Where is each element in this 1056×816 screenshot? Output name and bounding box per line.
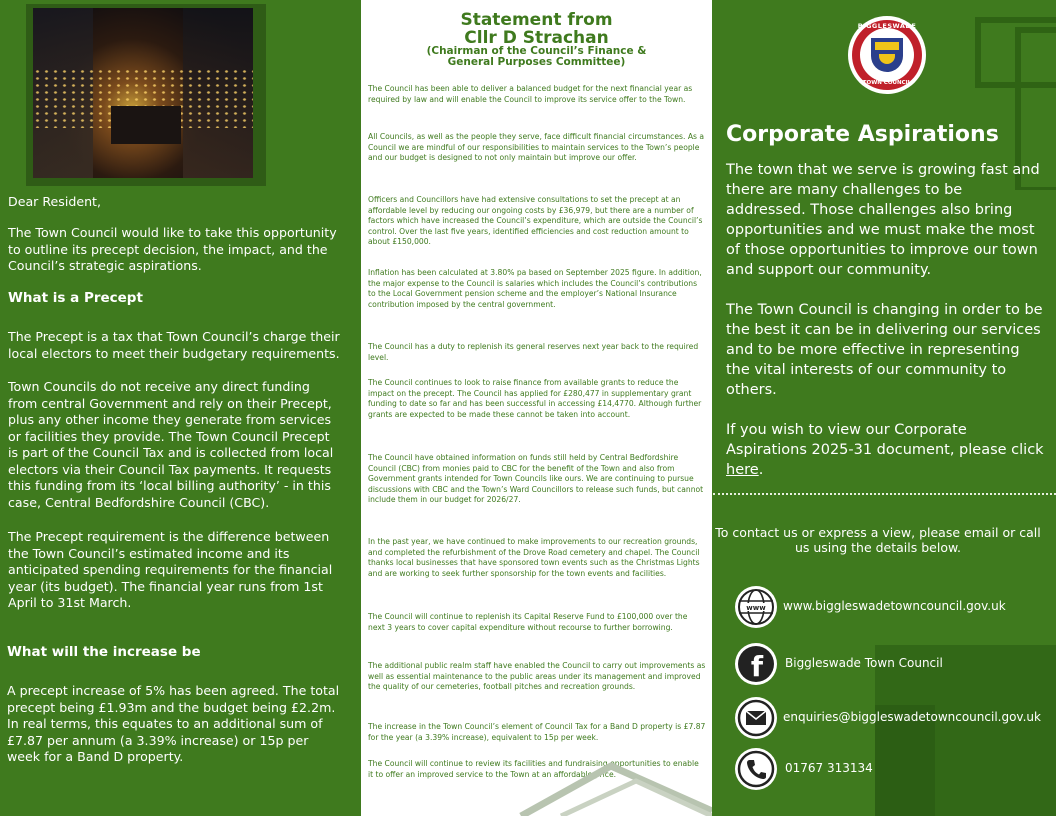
increase-paragraph: A precept increase of 5% has been agreed. The total precept being £1.93m and the budget being £2.2m. In real terms, this equates to an additional sum of £7.87 per annum (a 3.39% increase) or 15p per week for a Band D property. [7, 683, 340, 764]
logo-text-top: BIGGLESWADE [857, 22, 917, 30]
period: . [758, 462, 764, 478]
statement-subtitle-line2: General Purposes Committee) [447, 56, 626, 68]
biggleswade-logo [848, 16, 926, 94]
heading-what-is-precept: What is a Precept [8, 290, 143, 306]
christmas-lights-photo [33, 8, 253, 178]
statement-paragraph: The Council continues to look to raise finance from available grants to reduce the impact on the precept. The Council has applied for £280,477 in supplementary grant funding to date so far and has been successful in accessing £14,4770. Although further grants are expected to be made these cannot be taken into account. [368, 378, 702, 419]
here-link[interactable]: here [726, 462, 759, 478]
svg-text:www: www [746, 604, 766, 612]
facebook-icon [735, 643, 777, 685]
www-globe-icon [735, 586, 777, 628]
logo-text-bottom: TOWN COUNCIL [862, 80, 912, 86]
statement-title-line1: Statement from [460, 10, 613, 30]
corporate-aspirations-heading: Corporate Aspirations [726, 122, 999, 147]
statement-paragraph: The Council has been able to deliver a balanced budget for the next financial year as required by law and will enable the Council to improve its service offer to the Town. [368, 84, 693, 104]
left-panel [0, 0, 360, 816]
precept-paragraph-1: The Precept is a tax that Town Council’s charge their local electors to meet their budgetary requirements. [8, 329, 340, 361]
aspirations-paragraph-1: The town that we serve is growing fast and there are many challenges to be addressed. Those challenges also bring opportunities and we must make the most of those opportunities to improve our town and support our community. [726, 162, 1040, 278]
statement-paragraph: The increase in the Town Council’s element of Council Tax for a Band D property is £7.87 for the year (a 3.39% increase), equivalent to 15p per week. [368, 722, 706, 742]
heading-increase: What will the increase be [7, 644, 201, 660]
statement-paragraph: Officers and Councillors have had extensive consultations to set the precept at an affordable level by reducing our ongoing costs by £36,979, but there are a number of factors which have increased the Council’s expenditure, which are outside the Council’s control. Over the last five years, identified efficiencies and cost reduction amount to about £150,000. [368, 195, 703, 247]
divider [713, 493, 1056, 495]
phone-text[interactable]: 01767 313134 [785, 761, 873, 775]
decorative-lines [361, 756, 712, 816]
statement-subtitle-line1: (Chairman of the Council’s Finance & [426, 45, 647, 57]
facebook-text[interactable]: Biggleswade Town Council [785, 656, 943, 670]
precept-paragraph-2: Town Councils do not receive any direct funding from central Government and rely on their Precept, plus any other income they generate from services or facilities they provide. The Town Council Precept is part of the Council Tax and is collected from local electors via their Council Tax payments. It requests this funding from its ‘local billing authority’ - in this case, Central Bedfordshire Council (CBC). [8, 379, 334, 510]
statement-paragraph: The Council have obtained information on funds still held by Central Bedfordshire Council (CBC) from monies paid to CBC for the benefit of the Town and also from Government grants intended for Town Councils like ours. We are continuing to pursue discussions with CBC and the Town’s Ward Councillors to release such funds, but cannot include them in our budget for 2026/27. [368, 453, 704, 505]
contact-intro: To contact us or express a view, please email or call us using the details below. [715, 525, 1041, 555]
phone-icon [735, 748, 777, 790]
statement-panel [361, 0, 712, 816]
right-panel [713, 0, 1056, 816]
statement-paragraph: The additional public realm staff have enabled the Council to carry out improvements as well as essential maintenance to the public areas under its management and improved the quality of our cemeteries, football pitches and recreation grounds. [368, 661, 706, 692]
aspirations-paragraph-2: The Town Council is changing in order to be the best it can be in delivering our services and to be more effective in representing the vital interests of our community to others. [726, 302, 1043, 398]
statement-paragraph: In the past year, we have continued to make improvements to our recreation grounds, and completed the refurbishment of the Drove Road cemetery and chapel. The Council thanks local businesses that have sponsored town events such as the Christmas Lights and are working to seek further sponsorship for the town events and facilities. [368, 537, 700, 578]
svg-text:f: f [750, 650, 764, 683]
statement-paragraph: The Council has a duty to replenish its general reserves next year back to the required level. [368, 342, 699, 362]
precept-paragraph-3: The Precept requirement is the difference between the Town Council’s estimated income and its anticipated spending requirements for the financial year (its budget). The financial year runs from 1st April to 31st March. [8, 529, 333, 610]
aspirations-paragraph-3 [726, 420, 1046, 480]
statement-paragraph: The Council will continue to review its facilities and fundraising opportunities to enable it to offer an improved service to the Town at an affordable price. [368, 759, 699, 779]
intro-text: The Town Council would like to take this opportunity to outline its precept decision, the impact, and the Council’s strategic aspirations. [8, 225, 337, 273]
greeting: Dear Resident, [8, 194, 102, 209]
email-text[interactable]: enquiries@biggleswadetowncouncil.gov.uk [783, 710, 1041, 724]
aspirations-text: If you wish to view our Corporate Aspirations 2025-31 document, please click [726, 422, 1044, 458]
website-text[interactable]: www.biggleswadetowncouncil.gov.uk [783, 599, 1006, 613]
statement-paragraph: All Councils, as well as the people they serve, face difficult financial circumstances. As a Council we are mindful of our responsibilities to maintain services to the Town’s people and our budget is designed to not only maintain but improve our offer. [368, 132, 705, 163]
statement-title-line2: Cllr D Strachan [464, 28, 609, 48]
email-icon [735, 697, 777, 739]
statement-paragraph: The Council will continue to replenish its Capital Reserve Fund to £100,000 over the next 3 years to cover capital expenditure without recourse to further borrowing. [368, 612, 688, 632]
statement-paragraph: Inflation has been calculated at 3.80% pa based on September 2025 figure. In addition, the major expense to the Council is salaries which includes the Council’s contributions to the Local Government pension scheme and the employer’s National Insurance contribution imposed by the central government. [368, 268, 702, 309]
